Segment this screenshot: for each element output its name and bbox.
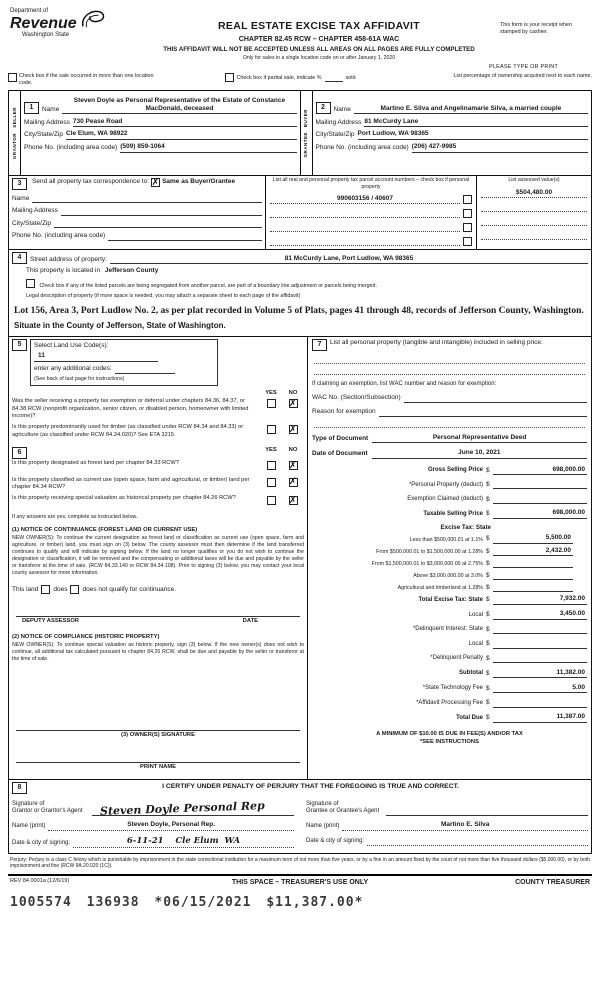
footer-row	[8, 874, 592, 887]
send-correspondence-label: Send all property tax correspondence to:	[32, 178, 150, 186]
affidavit-processing-fee-value[interactable]	[493, 699, 587, 708]
receipt-note: This form is your receipt when stamped by cashier.	[500, 22, 572, 36]
checkbox-s6q1-yes[interactable]	[267, 461, 276, 470]
notice-continuance-body: NEW OWNER(S): To continue the current designation as forest land or classification as current use (open space, farm and agriculture, or timber) land, you must sign on (3) below. The county assessor must then determine if the land transferred continues to qualify and will indicate by signing below. If the land no longer qualifies or you do not wish to continue the designation or classification, it will be removed and the compensating or additional taxes will be due and payable by the seller or transferor at the time of sale. (RCW 84.33.140 or RCW 84.34.108). Prior to signing (3) below, you may contact your local county assessor for more information.	[12, 535, 304, 577]
grantee-sig-label-2: Grantee or Grantee's Agent	[306, 808, 380, 815]
buyer-side-label: BUYER	[303, 108, 309, 127]
document-date-value[interactable]: June 10, 2021	[372, 449, 587, 458]
owner-signature-label: (3) OWNER(S) SIGNATURE	[121, 731, 195, 738]
correspondence-phone-field[interactable]	[108, 232, 262, 241]
state-technology-fee-row: *State Technology Fee $ 5.00	[422, 683, 585, 692]
situate-line: Situate in the County of Jefferson, State of Washington.	[14, 321, 226, 331]
if-yes-note: If any answers are yes, complete as instructed below.	[12, 513, 138, 520]
personal-property-label: List all personal property (tangible and intangible) included in selling price.	[330, 338, 543, 346]
grantee-date-city-value[interactable]	[367, 836, 588, 846]
see-back-note: (See back of last page for instructions)	[34, 375, 125, 382]
dor-logo	[8, 8, 138, 40]
correspondence-name-field[interactable]	[32, 194, 262, 203]
title-block	[138, 8, 500, 62]
continuance-qualify-row	[12, 585, 304, 594]
owner-print-name-field[interactable]	[16, 744, 300, 763]
checkbox-personal-property-2[interactable]	[463, 209, 472, 218]
assessed-value-field-4[interactable]	[481, 231, 587, 240]
local-tax-row: Local $ 3,450.00	[468, 610, 585, 619]
grantor-name-print-label: Name (print)	[12, 823, 46, 830]
tax-computation	[312, 466, 587, 729]
personal-property-deduct-value[interactable]	[493, 480, 587, 489]
tier-1-value[interactable]: 5,500.00	[493, 534, 573, 543]
checkbox-s5q1-no[interactable]	[289, 399, 298, 408]
parcel-number-field-2[interactable]	[270, 209, 460, 218]
does-not-label: does not qualify for continuance.	[82, 585, 177, 593]
yes-header: YES	[265, 389, 277, 396]
buyer-csz-label: City/State/Zip	[315, 131, 355, 139]
seller-address-value[interactable]: 730 Pease Road	[73, 118, 297, 127]
section-5-yes-no-header	[12, 390, 304, 398]
grantee-signature-field[interactable]	[386, 799, 588, 816]
segregated-parcels-label: Check box if any of the listed parcels are being segregated from another parcel, are part of a boundary line adjustment or parcels being merged.	[39, 282, 377, 289]
seller-name-label: Name	[42, 105, 60, 113]
date-label: DATE	[242, 618, 258, 625]
s6q2-text: Is this property classified as current use (open space, farm and agricultural, or timber) land per chapter 84.34 RCW?	[12, 476, 250, 490]
land-use-code-label: Select Land Use Code(s):	[34, 341, 109, 349]
personal-property-deduct-row: *Personal Property (deduct) $	[312, 480, 587, 489]
section-1-seller	[9, 91, 300, 175]
delinquent-penalty-value[interactable]	[493, 654, 587, 663]
section-6-question-2	[12, 477, 304, 492]
buyer-name-value[interactable]: Martino E. Silva and Angelinamarie Silva, a married couple	[354, 105, 588, 114]
exemption-claimed-value[interactable]	[493, 495, 587, 504]
grantee-name-print-value[interactable]: Martino E. Silva	[342, 821, 588, 831]
wac-number-field[interactable]	[404, 394, 587, 403]
section-7-number: 7	[312, 339, 327, 351]
seller-phone-value[interactable]: (509) 859-1064	[120, 143, 296, 152]
cashier-stamp: 1005574 136938 *06/15/2021 $11,387.00*	[10, 894, 364, 910]
section-8-number: 8	[12, 782, 27, 794]
multi-location-label: Check box if the sale occurred in more than one location code.	[19, 72, 154, 86]
delinquent-interest-state-row: *Delinquent Interest: State $	[312, 625, 587, 634]
parcel-numbers-panel	[266, 176, 477, 249]
seller-csz-label: City/State/Zip	[24, 131, 64, 139]
partial-sale-percent-field[interactable]	[325, 73, 343, 82]
buyer-sideband	[301, 91, 313, 175]
checkbox-s6q3-no[interactable]	[289, 496, 298, 505]
grantor-date-city-value[interactable]: 6-11-21 Cle Elum WA	[73, 836, 294, 848]
seller-sideband	[9, 91, 21, 175]
tier-2-row: From $500,000.01 to $1,500,000.00 at 1.28% $ 2,432.00	[376, 546, 571, 556]
parcel-number-field-3[interactable]	[270, 223, 460, 232]
agricultural-timberland-value[interactable]	[493, 583, 573, 592]
street-address-value[interactable]: 81 McCurdy Lane, Port Ludlow, WA 98365	[110, 255, 588, 264]
land-use-code-box	[30, 339, 218, 386]
assessed-values-header: List assessed value(s)	[508, 177, 560, 184]
top-checkbox-row	[8, 73, 592, 87]
grantor-sig-label-1: Signature of	[12, 800, 45, 807]
section-6-number: 6	[12, 447, 27, 459]
document-type-value[interactable]: Personal Representative Deed	[372, 434, 587, 443]
section-7-column	[308, 337, 591, 779]
affidavit-processing-fee-row: *Affidavit Processing Fee $	[312, 699, 587, 708]
form-title: REAL ESTATE EXCISE TAX AFFIDAVIT	[218, 20, 420, 32]
s5q1-text: Was the seller receiving a property tax exemption or deferral under chapters 84.36, 84.37, or 84.38 RCW (nonprofit organization, senior citizen, or disabled person, homeowner with limited income)?	[12, 398, 249, 419]
section-4-number: 4	[12, 252, 27, 264]
does-label: does	[53, 585, 68, 593]
logo-dept-text: Department of	[10, 8, 49, 14]
certify-statement: I CERTIFY UNDER PENALTY OF PERJURY THAT THE FOREGOING IS TRUE AND CORRECT.	[162, 783, 459, 791]
no-header: NO	[288, 389, 298, 396]
grantee-name-print-label: Name (print)	[306, 823, 340, 830]
deputy-assessor-signature-field[interactable]	[16, 604, 300, 617]
subtotal-value[interactable]: 11,382.00	[493, 669, 587, 678]
delinquent-interest-state-value[interactable]	[493, 625, 587, 634]
this-land-label: This land	[12, 585, 39, 593]
total-excise-tax-state-row: Total Excise Tax: State $ 7,932.00	[418, 595, 585, 604]
grantor-side-label: GRANTOR	[11, 132, 17, 159]
section-4-property	[9, 250, 591, 336]
tier-3-row: From $1,500,000.01 to $3,000,000.00 at 2.75% $	[312, 559, 587, 568]
grantor-name-print-value[interactable]: Steven Doyle, Personal Rep.	[48, 821, 294, 831]
assessed-value[interactable]: $504,480.00	[481, 189, 587, 198]
partial-sale-label: Check box if partial sale, indicate %	[236, 74, 322, 81]
checkbox-personal-property-3[interactable]	[463, 223, 472, 232]
tax-correspondence-panel	[9, 176, 266, 249]
excise-tax-state-header: Excise Tax: State	[440, 524, 491, 532]
total-excise-tax-state-value[interactable]: 7,932.00	[493, 595, 587, 604]
section-5-question-1	[12, 398, 304, 420]
grantor-signature-value: Steven Doyle Personal Rep	[99, 798, 265, 818]
legal-description-label: Legal description of property (if more space is needed, you may attach a separate sheet to each page of the affidavit)	[26, 292, 301, 299]
seller-side-label: SELLER	[11, 107, 17, 128]
grantor-signature-field[interactable]	[92, 799, 294, 816]
form-warning: THIS AFFIDAVIT WILL NOT BE ACCEPTED UNLESS ALL AREAS ON ALL PAGES ARE FULLY COMPLETED	[163, 45, 475, 53]
assessed-value-field-2[interactable]	[481, 203, 587, 212]
tier-4-row: Above $3,000,000.00 at 3.0% $	[312, 571, 587, 580]
section-6-question-3	[12, 495, 304, 507]
logo-swoosh-icon	[79, 8, 107, 30]
subtotal-row: Subtotal $ 11,382.00	[459, 668, 585, 677]
section-5-number: 5	[12, 339, 27, 351]
grantee-date-city-label: Date & city of signing:	[306, 838, 365, 845]
buyer-address-label: Mailing Address	[315, 118, 362, 126]
correspondence-address-field[interactable]	[61, 207, 262, 216]
exemption-claimed-row: Exemption Claimed (deduct) $	[312, 495, 587, 504]
form-number: REV 84 0001a (12/6/19)	[10, 877, 70, 884]
buyer-phone-label: Phone No. (including area code)	[315, 144, 409, 152]
assessed-value-field-3[interactable]	[481, 217, 587, 226]
state-technology-fee-value[interactable]: 5.00	[493, 684, 587, 693]
notice-compliance-body: NEW OWNER(S): To continue special valuation as historic property, sign (3) below. If the new owner(s) does not wish to continue, all additional tax calculated pursuant to chapter 84.26 RCW, shall be due and payable by the seller or transferor at the time of sale.	[12, 642, 304, 663]
parcel-number-value[interactable]: 990603156 / 40607	[270, 195, 460, 204]
agricultural-timberland-row: Agricultural and timberland at 1.28% $	[312, 583, 587, 592]
correspondence-address-label: Mailing Address	[12, 207, 58, 215]
s5q2-text: Is this property predominantly used for timber (as classified under RCW 84.34 and 84.33) or agriculture (as classified under RCW 84.34.020)? See ETA 3215	[12, 424, 244, 438]
s6-no-header: NO	[288, 447, 298, 454]
form-body	[8, 90, 592, 854]
checkbox-s6q2-yes[interactable]	[267, 478, 276, 487]
ownership-percentage-note: List percentage of ownership acquired next to each name.	[453, 72, 592, 79]
correspondence-name-label: Name	[12, 194, 30, 202]
additional-codes-field[interactable]	[115, 365, 175, 374]
seller-name-value[interactable]: Steven Doyle as Personal Representative of the Estate of Constance MacDonald, deceased	[62, 97, 296, 114]
see-instructions-note: *SEE INSTRUCTIONS	[420, 738, 479, 745]
grantee-side-label: GRANTEE	[303, 131, 309, 158]
exemption-reason-field-2[interactable]	[314, 417, 585, 428]
local-tax-value[interactable]: 3,450.00	[493, 610, 587, 619]
parcel-numbers-header: List all real and personal property tax parcel account numbers – check box if personal property	[272, 177, 470, 190]
print-name-label: PRINT NAME	[139, 764, 177, 771]
checkbox-s6q3-yes[interactable]	[267, 496, 276, 505]
tier-4-value[interactable]	[493, 571, 573, 580]
minimum-fee-note: A MINIMUM OF $10.00 IS DUE IN FEE(S) AND/OR TAX	[376, 731, 523, 738]
exemption-intro: If claiming an exemption, list WAC number and reason for exemption:	[312, 380, 497, 387]
exemption-reason-field[interactable]	[379, 408, 587, 417]
perjury-notice: Perjury: Perjury is a class C felony which is punishable by imprisonment in the state correctional institution for a maximum term of not more than five years, or by a fine in an amount fixed by the court of not more than five thousand dollars ($5,000.00), or by both imprisonment and fine (RCW 9A.20.020 (1C)).	[10, 856, 590, 870]
section-8-signatures	[9, 780, 591, 853]
taxable-selling-price-value[interactable]: 698,000.00	[493, 509, 587, 518]
checkbox-multi-location[interactable]	[8, 73, 17, 82]
section-2-buyer	[300, 91, 592, 175]
seller-phone-label: Phone No. (including area code)	[24, 144, 118, 152]
exemption-reason-label: Reason for exemption	[312, 408, 376, 416]
grantor-sig-label-2: Grantor or Grantor's Agent	[12, 808, 83, 815]
mid-columns	[9, 337, 591, 780]
checkbox-land-does-not[interactable]	[70, 585, 79, 594]
legal-description-value: Lot 156, Area 3, Port Ludlow No. 2, as per plat recorded in Volume 5 of Plats, pages 41 through 48, records of Jefferson County, Washington.	[14, 305, 584, 316]
tier-2-value[interactable]: 2,432.00	[493, 547, 573, 556]
section-3-number: 3	[12, 178, 27, 190]
delinquent-penalty-row: *Delinquent Penalty $	[312, 654, 587, 663]
correspondence-csz-field[interactable]	[54, 219, 262, 228]
document-type-label: Type of Document	[312, 434, 369, 442]
sections-5-6-column	[9, 337, 308, 779]
partial-sale-sold-label: sold	[345, 74, 356, 81]
checkbox-personal-property-1[interactable]	[463, 195, 472, 204]
section-2-number: 2	[316, 102, 331, 114]
notice-compliance-title: (2) NOTICE OF COMPLIANCE (HISTORIC PROPERTY)	[12, 633, 160, 640]
total-due-row: Total Due $ 11,387.00	[456, 713, 585, 722]
gross-selling-price-row: Gross Selling Price $ 698,000.00	[427, 465, 585, 474]
same-as-buyer-label: Same as Buyer/Grantee	[162, 178, 236, 186]
treasurer-space-label: THIS SPACE – TREASURER'S USE ONLY	[231, 878, 369, 886]
section-1-number: 1	[24, 102, 39, 114]
checkbox-land-does[interactable]	[41, 585, 50, 594]
seller-csz-value[interactable]: Cle Elum, WA 98922	[66, 130, 296, 139]
checkbox-s5q2-no[interactable]	[289, 425, 298, 434]
s6q3-text: Is this property receiving special valuation as historical property per chapter 84.26 RCW?	[12, 495, 236, 502]
logo-state-text: Washington State	[22, 31, 70, 38]
parties-section	[9, 91, 591, 176]
s6-yes-header: YES	[265, 447, 277, 454]
correspondence-csz-label: City/State/Zip	[12, 219, 52, 227]
seller-address-label: Mailing Address	[24, 118, 70, 126]
delinquent-interest-local-value[interactable]	[493, 640, 587, 649]
checkbox-s5q2-yes[interactable]	[267, 425, 276, 434]
owner-signature-field[interactable]	[16, 712, 300, 731]
checkbox-s6q2-no[interactable]	[289, 478, 298, 487]
buyer-address-value[interactable]: 81 McCurdy Lane	[364, 118, 588, 127]
checkbox-s6q1-no[interactable]	[289, 461, 298, 470]
buyer-name-label: Name	[333, 105, 351, 113]
checkbox-partial-sale[interactable]	[225, 73, 234, 82]
parcel-number-field-4[interactable]	[270, 237, 460, 246]
taxable-selling-price-row: Taxable Selling Price $ 698,000.00	[423, 509, 585, 518]
document-date-label: Date of Document	[312, 450, 368, 458]
grantee-signature-block	[306, 798, 588, 848]
county-treasurer-label: COUNTY TREASURER	[515, 878, 590, 886]
street-address-label: Street address of property:	[30, 256, 107, 264]
deputy-assessor-label: DEPUTY ASSESSOR	[22, 618, 80, 625]
section-5-land-use	[12, 339, 304, 386]
form-chapter: CHAPTER 82.45 RCW – CHAPTER 458-61A WAC	[238, 35, 400, 43]
logo-revenue-text: Revenue	[10, 14, 77, 32]
grantor-signature-block	[12, 798, 294, 848]
s6q1-text: Is this property designated as forest land per chapter 84.33 RCW?	[12, 460, 179, 467]
gross-selling-price-value[interactable]: 698,000.00	[493, 466, 587, 475]
total-due-value[interactable]: 11,387.00	[493, 713, 587, 722]
deputy-assessor-label-row	[12, 617, 304, 631]
buyer-csz-value[interactable]: Port Ludlow, WA 98365	[358, 130, 588, 139]
form-only-note: Only for sales in a single location code on or after January 1, 2020	[242, 54, 396, 61]
tier-1-row: Less than $500,000.01 at 1.1% $ 5,500.00	[409, 534, 571, 544]
section-6-question-1	[12, 460, 304, 472]
checkbox-same-as-buyer[interactable]	[151, 178, 160, 187]
form-header	[8, 8, 592, 62]
grantor-date-city-label: Date & city of signing:	[12, 840, 71, 847]
personal-property-field-2[interactable]	[314, 364, 585, 375]
delinquent-interest-local-row: Local $	[312, 640, 587, 649]
section-5-question-2	[12, 424, 304, 439]
checkbox-personal-property-4[interactable]	[463, 237, 472, 246]
section-6-yes-no-header	[12, 447, 304, 459]
grantee-sig-label-1: Signature of	[306, 800, 339, 807]
buyer-phone-value[interactable]: (206) 427-9985	[412, 143, 588, 152]
land-use-code-value[interactable]: 11	[34, 352, 158, 361]
additional-codes-label: enter any additional codes:	[34, 365, 112, 373]
tier-3-value[interactable]	[493, 559, 573, 568]
checkbox-segregated-parcels[interactable]	[26, 279, 35, 288]
please-type-or-print-label: PLEASE TYPE OR PRINT	[488, 63, 558, 70]
property-located-label: This property is located in	[26, 267, 101, 275]
section-3	[9, 176, 591, 250]
personal-property-field-1[interactable]	[314, 353, 585, 364]
checkbox-s5q1-yes[interactable]	[267, 399, 276, 408]
property-county-value: Jefferson County	[104, 267, 159, 275]
notice-continuance-title: (1) NOTICE OF CONTINUANCE (FOREST LAND OR CURRENT USE)	[12, 526, 198, 533]
correspondence-phone-label: Phone No. (including area code)	[12, 232, 106, 240]
assessed-values-panel	[477, 176, 591, 249]
wac-number-label: WAC No. (Section/Subsection)	[312, 394, 401, 402]
